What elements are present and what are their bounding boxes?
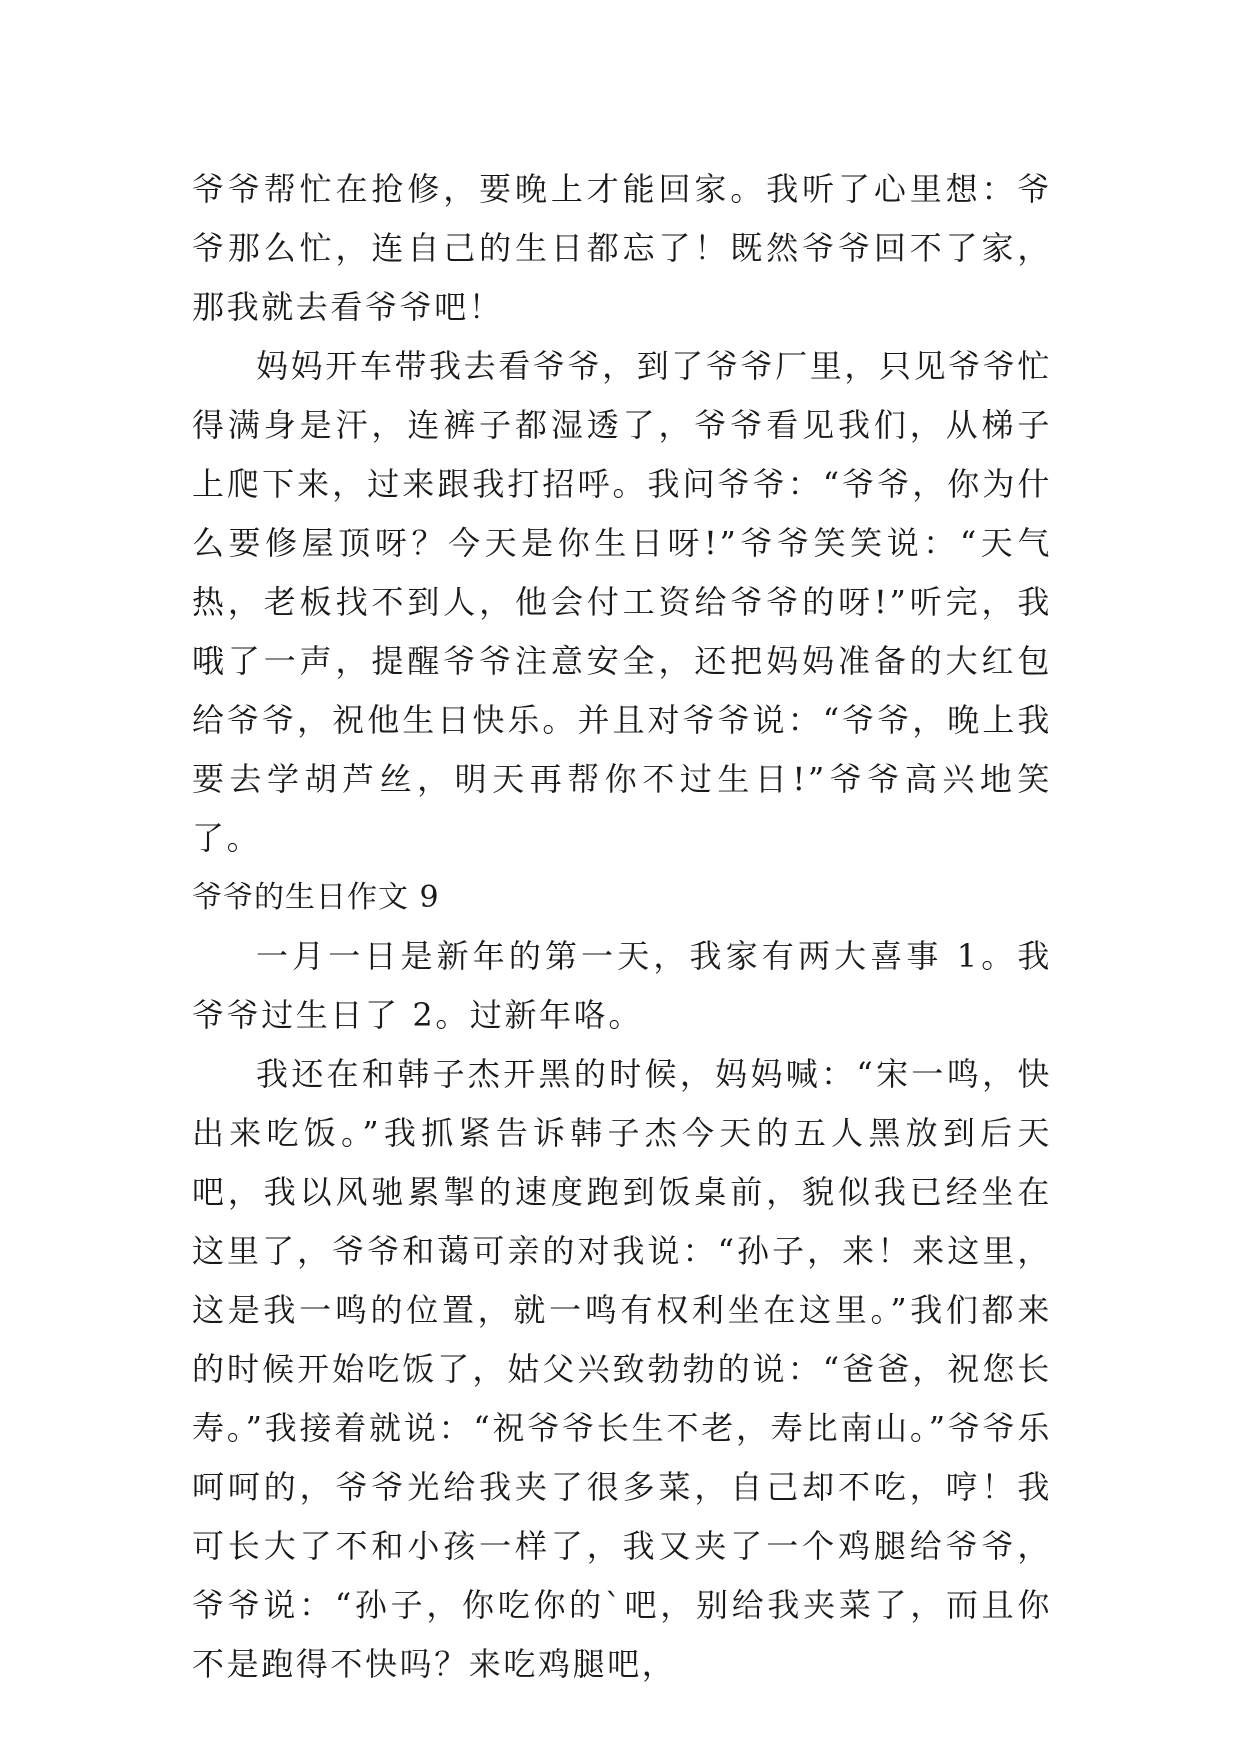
paragraph-4: 我还在和韩子杰开黑的时候，妈妈喊：“宋一鸣，快出来吃饭。”我抓紧告诉韩子杰今天的五人黑放到后天吧，我以风驰累掣的速度跑到饭桌前，貌似我已经坐在这里了，爷爷和蔼可亲的对我说：“孙子，来！来这里，这是我一鸣的位置，就一鸣有权利坐在这里。”我们都来的时候开始吃饭了，姑父兴致勃勃的说：“爸爸，祝您长寿。”我接着就说：“祝爷爷长生不老，寿比南山。”爷爷乐呵呵的，爷爷光给我夹了很多菜，自己却不吃，哼！我可长大了不和小孩一样了，我又夹了一个鸡腿给爷爷，爷爷说：“孙子，你吃你的`吧，别给我夹菜了，而且你不是跑得不快吗？来吃鸡腿吧，	[192, 1055, 1052, 1683]
paragraph-1: 爷爷帮忙在抢修，要晚上才能回家。我听了心里想：爷爷那么忙，连自己的生日都忘了！既然爷爷回不了家，那我就去看爷爷吧！	[192, 170, 1052, 326]
document-body	[192, 160, 1052, 1694]
section-title: 爷爷的生日作文 9	[192, 880, 440, 915]
paragraph-2: 妈妈开车带我去看爷爷，到了爷爷厂里，只见爷爷忙得满身是汗，连裤子都湿透了，爷爷看见我们，从梯子上爬下来，过来跟我打招呼。我问爷爷：“爷爷，你为什么要修屋顶呀？今天是你生日呀!”爷爷笑笑说：“天气热，老板找不到人，他会付工资给爷爷的呀!”听完，我哦了一声，提醒爷爷注意安全，还把妈妈准备的大红包给爷爷，祝他生日快乐。并且对爷爷说：“爷爷，晚上我要去学胡芦丝，明天再帮你不过生日!”爷爷高兴地笑了。	[192, 347, 1052, 857]
paragraph-3: 一月一日是新年的第一天，我家有两大喜事 1。我爷爷过生日了 2。过新年咯。	[192, 937, 1052, 1034]
